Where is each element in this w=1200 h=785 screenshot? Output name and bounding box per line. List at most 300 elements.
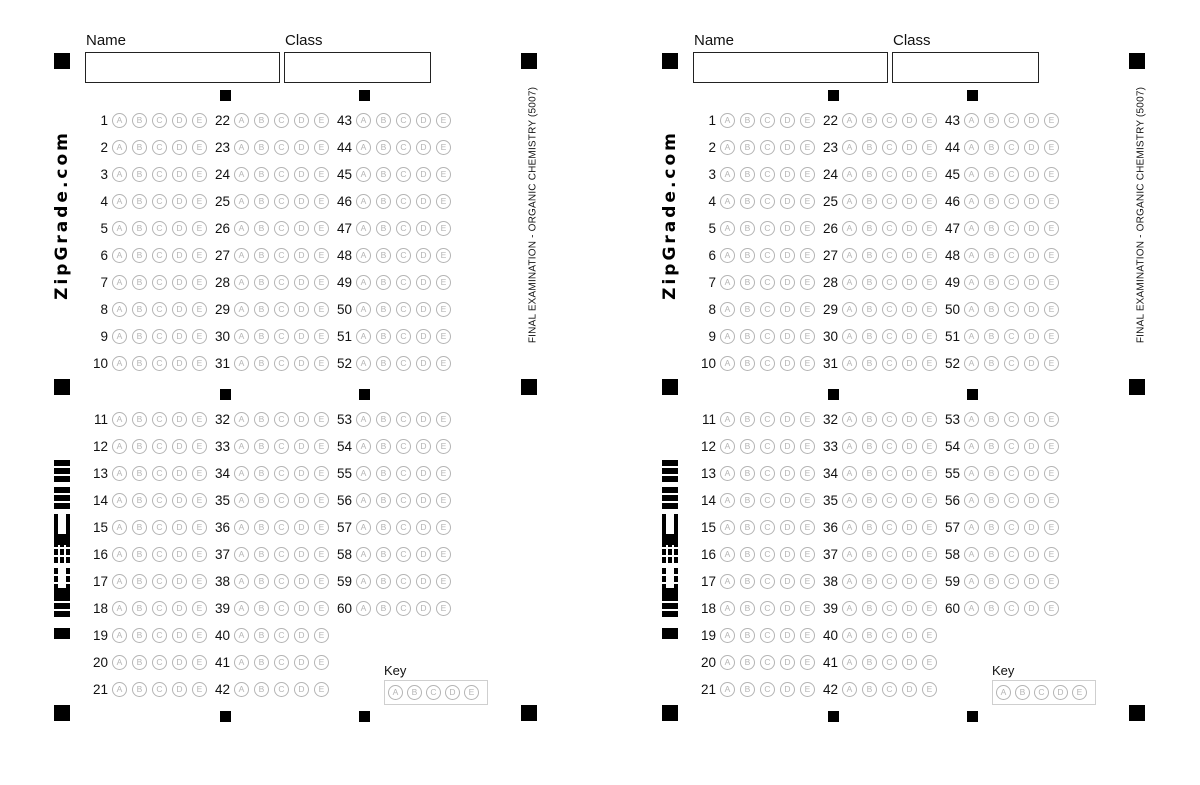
answer-bubble[interactable]: C [152,140,167,155]
answer-bubble[interactable]: E [1044,221,1059,236]
answer-bubble[interactable]: C [152,493,167,508]
answer-bubble[interactable]: C [152,302,167,317]
answer-bubble[interactable]: B [984,574,999,589]
answer-bubble[interactable]: D [1024,574,1039,589]
answer-bubble[interactable]: E [922,520,937,535]
answer-bubble[interactable]: B [862,439,877,454]
answer-bubble[interactable]: B [132,113,147,128]
answer-bubble[interactable]: A [356,547,371,562]
answer-bubble[interactable]: C [882,547,897,562]
answer-bubble[interactable]: E [1044,356,1059,371]
answer-bubble[interactable]: B [740,356,755,371]
answer-bubble[interactable]: D [902,329,917,344]
answer-bubble[interactable]: E [1044,248,1059,263]
answer-bubble[interactable]: A [720,113,735,128]
answer-bubble[interactable]: C [396,466,411,481]
answer-bubble[interactable]: C [152,682,167,697]
answer-bubble[interactable]: B [376,221,391,236]
answer-bubble[interactable]: E [436,275,451,290]
answer-bubble[interactable]: D [780,628,795,643]
answer-bubble[interactable]: B [132,275,147,290]
answer-bubble[interactable]: E [800,194,815,209]
answer-bubble[interactable]: A [234,356,249,371]
answer-bubble[interactable]: A [112,248,127,263]
class-field[interactable] [892,52,1039,83]
answer-bubble[interactable]: E [192,194,207,209]
answer-bubble[interactable]: B [132,167,147,182]
key-bubble[interactable]: E [464,685,479,700]
answer-bubble[interactable]: C [1004,329,1019,344]
answer-bubble[interactable]: C [396,194,411,209]
answer-bubble[interactable]: A [964,356,979,371]
answer-bubble[interactable]: E [314,221,329,236]
answer-bubble[interactable]: E [922,601,937,616]
answer-bubble[interactable]: A [964,329,979,344]
answer-bubble[interactable]: D [416,466,431,481]
answer-bubble[interactable]: E [800,412,815,427]
answer-bubble[interactable]: A [964,113,979,128]
answer-bubble[interactable]: B [740,167,755,182]
answer-bubble[interactable]: A [234,439,249,454]
answer-bubble[interactable]: D [780,329,795,344]
answer-bubble[interactable]: B [984,302,999,317]
key-bubble[interactable]: C [1034,685,1049,700]
answer-bubble[interactable]: C [152,248,167,263]
answer-bubble[interactable]: D [780,466,795,481]
answer-bubble[interactable]: B [254,140,269,155]
answer-bubble[interactable]: B [984,329,999,344]
answer-bubble[interactable]: C [274,302,289,317]
answer-bubble[interactable]: E [314,302,329,317]
answer-bubble[interactable]: B [862,574,877,589]
answer-bubble[interactable]: D [902,248,917,263]
answer-bubble[interactable]: B [376,248,391,263]
answer-bubble[interactable]: B [376,520,391,535]
answer-bubble[interactable]: B [862,628,877,643]
answer-bubble[interactable]: C [760,194,775,209]
answer-bubble[interactable]: D [416,574,431,589]
answer-bubble[interactable]: D [172,329,187,344]
answer-bubble[interactable]: B [984,275,999,290]
answer-bubble[interactable]: D [294,356,309,371]
answer-bubble[interactable]: E [314,574,329,589]
answer-bubble[interactable]: C [152,113,167,128]
answer-bubble[interactable]: A [842,113,857,128]
answer-bubble[interactable]: D [780,275,795,290]
answer-bubble[interactable]: D [172,221,187,236]
answer-bubble[interactable]: A [964,493,979,508]
answer-bubble[interactable]: C [1004,140,1019,155]
answer-bubble[interactable]: E [1044,140,1059,155]
answer-bubble[interactable]: D [1024,194,1039,209]
answer-bubble[interactable]: C [882,682,897,697]
answer-bubble[interactable]: A [234,628,249,643]
key-bubble[interactable]: B [1015,685,1030,700]
answer-bubble[interactable]: A [964,140,979,155]
answer-bubble[interactable]: E [1044,520,1059,535]
answer-bubble[interactable]: B [740,466,755,481]
answer-bubble[interactable]: C [1004,302,1019,317]
answer-bubble[interactable]: D [902,356,917,371]
answer-bubble[interactable]: B [862,329,877,344]
answer-bubble[interactable]: A [720,356,735,371]
answer-bubble[interactable]: A [842,194,857,209]
answer-bubble[interactable]: B [132,194,147,209]
answer-bubble[interactable]: A [356,574,371,589]
answer-bubble[interactable]: E [1044,302,1059,317]
answer-bubble[interactable]: A [234,466,249,481]
answer-bubble[interactable]: B [984,140,999,155]
answer-bubble[interactable]: A [112,329,127,344]
answer-bubble[interactable]: E [192,520,207,535]
answer-bubble[interactable]: D [1024,493,1039,508]
answer-bubble[interactable]: A [112,412,127,427]
answer-bubble[interactable]: E [800,248,815,263]
answer-bubble[interactable]: E [314,113,329,128]
answer-bubble[interactable]: A [720,574,735,589]
key-bubble[interactable]: B [407,685,422,700]
answer-bubble[interactable]: B [254,601,269,616]
answer-bubble[interactable]: B [740,547,755,562]
answer-bubble[interactable]: A [112,601,127,616]
answer-bubble[interactable]: B [740,628,755,643]
answer-bubble[interactable]: A [720,275,735,290]
answer-bubble[interactable]: E [800,655,815,670]
answer-bubble[interactable]: C [1004,601,1019,616]
answer-bubble[interactable]: B [376,194,391,209]
answer-bubble[interactable]: E [1044,412,1059,427]
answer-bubble[interactable]: E [314,412,329,427]
answer-bubble[interactable]: B [740,221,755,236]
answer-bubble[interactable]: E [922,655,937,670]
answer-bubble[interactable]: A [842,439,857,454]
answer-bubble[interactable]: C [274,439,289,454]
answer-bubble[interactable]: D [416,140,431,155]
answer-bubble[interactable]: C [152,520,167,535]
answer-bubble[interactable]: E [800,302,815,317]
answer-bubble[interactable]: D [780,140,795,155]
answer-bubble[interactable]: A [234,329,249,344]
answer-bubble[interactable]: B [740,439,755,454]
answer-bubble[interactable]: C [152,221,167,236]
answer-bubble[interactable]: D [1024,520,1039,535]
answer-bubble[interactable]: B [254,221,269,236]
answer-bubble[interactable]: E [436,466,451,481]
answer-bubble[interactable]: D [172,167,187,182]
answer-bubble[interactable]: E [800,466,815,481]
answer-bubble[interactable]: C [396,493,411,508]
answer-bubble[interactable]: C [760,439,775,454]
answer-bubble[interactable]: E [922,439,937,454]
answer-bubble[interactable]: D [294,682,309,697]
answer-bubble[interactable]: C [274,194,289,209]
answer-bubble[interactable]: C [760,520,775,535]
answer-bubble[interactable]: B [376,356,391,371]
answer-bubble[interactable]: C [882,356,897,371]
answer-bubble[interactable]: A [234,248,249,263]
answer-bubble[interactable]: A [356,221,371,236]
answer-bubble[interactable]: D [780,601,795,616]
answer-bubble[interactable]: E [922,275,937,290]
answer-bubble[interactable]: B [132,547,147,562]
answer-bubble[interactable]: E [800,113,815,128]
answer-bubble[interactable]: B [254,275,269,290]
answer-bubble[interactable]: C [882,412,897,427]
answer-bubble[interactable]: B [254,574,269,589]
answer-bubble[interactable]: D [416,356,431,371]
answer-bubble[interactable]: C [760,493,775,508]
answer-bubble[interactable]: B [740,655,755,670]
answer-bubble[interactable]: D [780,302,795,317]
answer-bubble[interactable]: E [192,275,207,290]
answer-bubble[interactable]: C [882,655,897,670]
answer-bubble[interactable]: A [720,194,735,209]
answer-bubble[interactable]: C [274,601,289,616]
answer-bubble[interactable]: B [984,466,999,481]
answer-bubble[interactable]: A [720,302,735,317]
answer-bubble[interactable]: A [112,167,127,182]
answer-bubble[interactable]: E [922,167,937,182]
answer-bubble[interactable]: E [1044,329,1059,344]
answer-bubble[interactable]: A [842,140,857,155]
answer-bubble[interactable]: C [396,221,411,236]
answer-bubble[interactable]: E [922,248,937,263]
answer-bubble[interactable]: D [294,329,309,344]
answer-bubble[interactable]: C [1004,356,1019,371]
answer-bubble[interactable]: C [1004,412,1019,427]
answer-bubble[interactable]: D [294,601,309,616]
answer-bubble[interactable]: C [882,167,897,182]
class-field[interactable] [284,52,431,83]
answer-bubble[interactable]: E [1044,113,1059,128]
name-field[interactable] [693,52,888,83]
answer-bubble[interactable]: C [760,140,775,155]
answer-bubble[interactable]: E [800,628,815,643]
answer-bubble[interactable]: A [720,547,735,562]
answer-bubble[interactable]: B [862,466,877,481]
answer-bubble[interactable]: D [294,439,309,454]
answer-bubble[interactable]: A [356,113,371,128]
answer-bubble[interactable]: E [436,194,451,209]
answer-bubble[interactable]: C [396,140,411,155]
answer-bubble[interactable]: D [1024,302,1039,317]
answer-bubble[interactable]: A [234,493,249,508]
answer-bubble[interactable]: D [172,356,187,371]
answer-bubble[interactable]: B [254,682,269,697]
answer-bubble[interactable]: D [416,302,431,317]
answer-bubble[interactable]: B [740,412,755,427]
answer-bubble[interactable]: C [274,275,289,290]
answer-bubble[interactable]: E [192,167,207,182]
answer-bubble[interactable]: A [964,601,979,616]
answer-bubble[interactable]: A [112,221,127,236]
answer-bubble[interactable]: C [882,302,897,317]
answer-bubble[interactable]: B [862,167,877,182]
answer-bubble[interactable]: B [984,194,999,209]
answer-bubble[interactable]: A [964,275,979,290]
answer-bubble[interactable]: B [984,248,999,263]
answer-bubble[interactable]: E [922,628,937,643]
answer-bubble[interactable]: A [356,248,371,263]
answer-bubble[interactable]: A [842,412,857,427]
answer-bubble[interactable]: A [112,547,127,562]
answer-bubble[interactable]: B [132,302,147,317]
answer-bubble[interactable]: C [274,655,289,670]
answer-bubble[interactable]: C [152,547,167,562]
answer-bubble[interactable]: B [132,601,147,616]
answer-bubble[interactable]: C [396,574,411,589]
answer-bubble[interactable]: A [234,302,249,317]
answer-bubble[interactable]: A [964,466,979,481]
answer-bubble[interactable]: E [314,493,329,508]
answer-bubble[interactable]: A [234,194,249,209]
answer-bubble[interactable]: A [112,655,127,670]
answer-bubble[interactable]: E [1044,167,1059,182]
answer-bubble[interactable]: D [902,628,917,643]
answer-bubble[interactable]: A [720,140,735,155]
key-bubble[interactable]: C [426,685,441,700]
answer-bubble[interactable]: A [964,194,979,209]
answer-bubble[interactable]: A [842,302,857,317]
answer-bubble[interactable]: A [112,466,127,481]
answer-bubble[interactable]: A [112,113,127,128]
answer-bubble[interactable]: D [902,167,917,182]
answer-bubble[interactable]: C [1004,547,1019,562]
answer-bubble[interactable]: E [922,682,937,697]
answer-bubble[interactable]: E [800,493,815,508]
answer-bubble[interactable]: E [1044,194,1059,209]
answer-bubble[interactable]: A [356,140,371,155]
answer-bubble[interactable]: C [152,167,167,182]
answer-bubble[interactable]: A [720,655,735,670]
answer-bubble[interactable]: E [1044,574,1059,589]
answer-bubble[interactable]: C [396,601,411,616]
answer-bubble[interactable]: C [274,628,289,643]
answer-bubble[interactable]: D [902,275,917,290]
answer-bubble[interactable]: C [882,493,897,508]
answer-bubble[interactable]: E [800,140,815,155]
answer-bubble[interactable]: A [964,248,979,263]
answer-bubble[interactable]: E [1044,601,1059,616]
answer-bubble[interactable]: C [396,520,411,535]
answer-bubble[interactable]: B [254,655,269,670]
answer-bubble[interactable]: B [984,221,999,236]
answer-bubble[interactable]: C [274,248,289,263]
answer-bubble[interactable]: E [800,167,815,182]
answer-bubble[interactable]: E [192,412,207,427]
answer-bubble[interactable]: D [780,113,795,128]
answer-bubble[interactable]: A [234,167,249,182]
answer-bubble[interactable]: A [964,412,979,427]
answer-bubble[interactable]: C [1004,493,1019,508]
name-field[interactable] [85,52,280,83]
answer-bubble[interactable]: B [862,412,877,427]
answer-bubble[interactable]: C [1004,248,1019,263]
answer-bubble[interactable]: C [1004,574,1019,589]
answer-bubble[interactable]: C [882,194,897,209]
answer-bubble[interactable]: B [376,412,391,427]
answer-bubble[interactable]: A [112,194,127,209]
answer-bubble[interactable]: C [882,574,897,589]
answer-bubble[interactable]: B [376,140,391,155]
answer-bubble[interactable]: C [152,466,167,481]
answer-bubble[interactable]: E [436,113,451,128]
answer-bubble[interactable]: D [172,574,187,589]
answer-bubble[interactable]: C [1004,520,1019,535]
answer-bubble[interactable]: D [172,194,187,209]
answer-bubble[interactable]: C [152,275,167,290]
answer-bubble[interactable]: E [922,547,937,562]
answer-bubble[interactable]: B [132,493,147,508]
answer-bubble[interactable]: E [192,248,207,263]
answer-bubble[interactable]: E [922,194,937,209]
answer-bubble[interactable]: D [1024,113,1039,128]
answer-bubble[interactable]: E [436,140,451,155]
answer-bubble[interactable]: A [356,601,371,616]
answer-bubble[interactable]: D [780,655,795,670]
answer-bubble[interactable]: B [132,466,147,481]
answer-bubble[interactable]: B [862,302,877,317]
answer-bubble[interactable]: D [902,601,917,616]
answer-bubble[interactable]: A [234,275,249,290]
answer-bubble[interactable]: B [376,574,391,589]
answer-bubble[interactable]: A [234,520,249,535]
answer-bubble[interactable]: C [882,439,897,454]
answer-bubble[interactable]: C [152,601,167,616]
answer-bubble[interactable]: B [862,275,877,290]
answer-bubble[interactable]: A [964,302,979,317]
answer-bubble[interactable]: B [984,412,999,427]
answer-bubble[interactable]: B [254,520,269,535]
answer-bubble[interactable]: B [984,439,999,454]
answer-bubble[interactable]: E [922,140,937,155]
answer-bubble[interactable]: B [740,194,755,209]
answer-bubble[interactable]: D [294,412,309,427]
answer-bubble[interactable]: C [760,601,775,616]
answer-bubble[interactable]: C [1004,466,1019,481]
answer-bubble[interactable]: E [192,140,207,155]
answer-bubble[interactable]: D [172,493,187,508]
answer-bubble[interactable]: D [780,520,795,535]
answer-bubble[interactable]: E [314,655,329,670]
answer-bubble[interactable]: D [1024,248,1039,263]
answer-bubble[interactable]: E [436,412,451,427]
answer-bubble[interactable]: E [436,574,451,589]
answer-bubble[interactable]: D [1024,275,1039,290]
answer-bubble[interactable]: B [862,520,877,535]
answer-bubble[interactable]: C [1004,439,1019,454]
answer-bubble[interactable]: A [842,628,857,643]
answer-bubble[interactable]: C [396,275,411,290]
answer-bubble[interactable]: E [922,574,937,589]
answer-bubble[interactable]: E [1044,439,1059,454]
answer-bubble[interactable]: B [862,140,877,155]
answer-bubble[interactable]: E [922,493,937,508]
answer-bubble[interactable]: E [800,682,815,697]
answer-bubble[interactable]: E [314,356,329,371]
answer-bubble[interactable]: C [274,167,289,182]
answer-bubble[interactable]: D [416,547,431,562]
answer-bubble[interactable]: C [274,412,289,427]
answer-bubble[interactable]: C [760,574,775,589]
answer-bubble[interactable]: D [1024,140,1039,155]
answer-bubble[interactable]: D [416,113,431,128]
answer-bubble[interactable]: B [254,356,269,371]
answer-bubble[interactable]: B [740,520,755,535]
answer-bubble[interactable]: E [800,275,815,290]
answer-bubble[interactable]: A [356,493,371,508]
answer-bubble[interactable]: E [436,356,451,371]
